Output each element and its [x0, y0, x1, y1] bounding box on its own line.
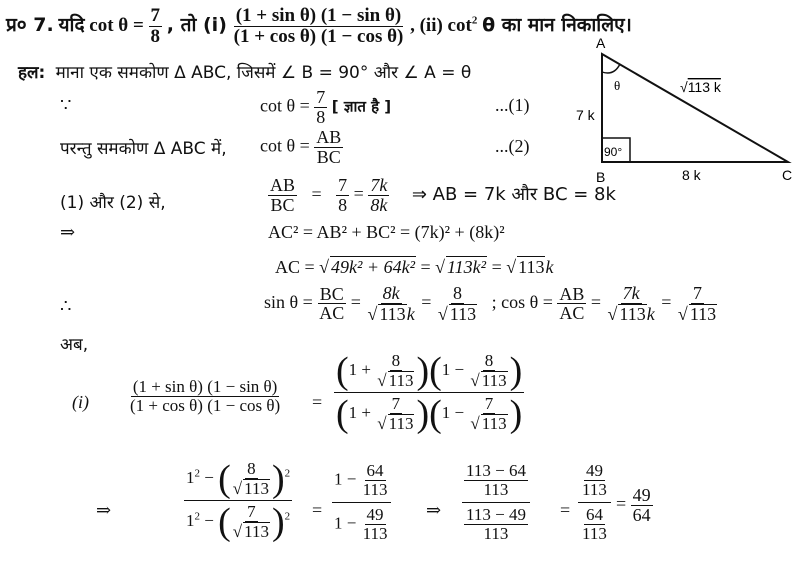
- sqrt-113: 113: [481, 371, 507, 390]
- cos-lhs: ; cos θ =: [491, 292, 553, 313]
- tag-2: ...(2): [495, 136, 530, 156]
- question-fraction-7-8: [149, 6, 163, 47]
- minus: −: [204, 510, 214, 530]
- line3-text: (1) और (2) से,: [60, 193, 166, 213]
- line1-frac: [314, 88, 327, 127]
- line3-frac-ab-bc: [268, 176, 297, 215]
- implies-symbol: ⇒: [60, 222, 76, 242]
- sin-frac-8k: [365, 284, 416, 324]
- equals: =: [661, 292, 672, 313]
- sqrt-113: 113: [244, 522, 269, 541]
- frac-num: AB: [316, 127, 342, 147]
- part-i-rhs-fraction: (1 + 8 √ 113 )(1 − 8 √ 113 ) (1 + 7 √ 113 )(1 − 7 √ 113 ): [334, 352, 524, 433]
- minus: −: [346, 512, 357, 532]
- cos-frac-ab-ac: [557, 285, 586, 324]
- one: 1: [186, 510, 195, 530]
- one: 1: [186, 467, 195, 487]
- frac-num: 8: [452, 283, 462, 303]
- expr-num: (1 + sin θ) (1 − sin θ): [235, 5, 402, 26]
- line3-rest: ⇒ AB = 7k और BC = 8k: [411, 183, 616, 205]
- big-frac: [578, 462, 611, 542]
- line1-note: [ ज्ञात है ]: [331, 97, 392, 116]
- sqrt-113: 113: [388, 414, 414, 433]
- k-var: k: [406, 303, 415, 324]
- ab-text: अब,: [60, 335, 89, 355]
- sqrt-symbol: [506, 257, 516, 277]
- because-symbol: ∵: [60, 95, 72, 115]
- frac-den: (1 + cos θ) (1 − cos θ): [130, 395, 281, 415]
- side-bc-label: 8 k: [682, 167, 701, 183]
- one-minus: 1 −: [441, 402, 465, 422]
- part-i-fraction: [128, 378, 282, 415]
- expr-den: (1 + cos θ) (1 − cos θ): [233, 25, 404, 47]
- frac-num: 8k: [382, 283, 400, 303]
- sqrt-113: 113: [518, 257, 545, 277]
- sqrt-113: 113: [689, 303, 717, 324]
- line2: [260, 128, 343, 167]
- frac-num: AB: [559, 283, 585, 304]
- frac-num: 7k: [370, 175, 388, 195]
- solution-intro: [18, 60, 471, 83]
- hypotenuse-label: √113 k: [680, 79, 721, 95]
- line1: [260, 88, 391, 127]
- frac-num: 7: [693, 283, 703, 303]
- frac-num: 49: [366, 504, 384, 524]
- big-frac: [462, 462, 530, 542]
- frac-num: (1 + sin θ) (1 − sin θ): [132, 377, 278, 396]
- equals: =: [353, 183, 364, 204]
- frac-den: 113: [483, 523, 509, 543]
- frac-num: 7: [316, 87, 326, 107]
- line3: [268, 176, 616, 215]
- one: 1: [334, 512, 343, 532]
- question-part-ii: , (ii) cot: [410, 14, 472, 36]
- implies-symbol-2: ⇒: [96, 500, 112, 520]
- square-sup: 2: [471, 14, 478, 27]
- minus: −: [346, 469, 357, 489]
- one-plus: 1 +: [348, 359, 371, 379]
- vertex-a-label: A: [596, 36, 606, 51]
- question-cot: cot θ =: [89, 14, 144, 36]
- equals: =: [616, 493, 627, 514]
- frac-den: 113: [582, 523, 607, 543]
- equals: =: [590, 292, 602, 313]
- sqrt-symbol: [435, 257, 445, 277]
- sqrt-113: 113: [379, 303, 406, 324]
- equals: =: [312, 500, 323, 520]
- step-64-49: [332, 462, 391, 542]
- equals: =: [491, 257, 502, 277]
- question-expression: [232, 6, 406, 47]
- frac-den: BC: [316, 146, 341, 167]
- frac-den: BC: [270, 194, 295, 215]
- frac-num: 49: [585, 461, 603, 480]
- sin-cos-line: [264, 284, 719, 324]
- intro-text: माना एक समकोण Δ ABC, जिसमें ∠ B = 90° और ∠ A = θ: [55, 63, 472, 83]
- one-minus: 1 −: [441, 359, 465, 379]
- frac-num: 64: [366, 461, 384, 480]
- hypotenuse-value: 113 k: [687, 79, 721, 95]
- frac-den: 113: [362, 523, 388, 543]
- last-lhs: [184, 460, 292, 541]
- final-answer: [616, 486, 653, 525]
- frac-num: 7: [391, 394, 401, 414]
- sqrt-113: 113: [388, 371, 414, 390]
- frac-num: 7: [338, 175, 348, 195]
- sqrt-113: 113: [244, 479, 269, 498]
- step-49-64: [578, 462, 611, 542]
- frac-num: 8: [391, 351, 401, 371]
- sqrt-113: 113: [619, 303, 646, 324]
- equals: =: [350, 292, 361, 313]
- last-lhs-fraction: $1^2$ − ( 8 √ 113 )$^2$ $1^2$ − ( 7 √ 113 )$^2$: [184, 460, 292, 541]
- therefore-symbol: ∴: [60, 296, 72, 316]
- final-fraction: [631, 486, 653, 525]
- frac-num: 7: [150, 5, 161, 26]
- angle-arc: [602, 64, 620, 73]
- sqrt-symbol: [319, 257, 329, 277]
- equals: =: [420, 257, 431, 277]
- minus: −: [204, 467, 214, 487]
- line2-lhs: cot θ =: [260, 135, 310, 156]
- theta-label: θ: [614, 78, 621, 93]
- vertex-c-label: C: [782, 167, 793, 183]
- question-if: यदि: [58, 13, 85, 36]
- sqrt-113: 113: [449, 303, 477, 324]
- frac-num: 49: [632, 485, 651, 505]
- implies-symbol-3: ⇒: [426, 500, 442, 520]
- frac-den: 8: [338, 194, 348, 215]
- frac-num: AB: [270, 175, 296, 195]
- tag-1: ...(1): [495, 95, 530, 115]
- solution-label: हल:: [18, 63, 46, 83]
- equals: =: [560, 500, 571, 520]
- frac-den: 8: [316, 106, 326, 127]
- frac-den: 113: [582, 479, 607, 499]
- sqrt-113k2: 113k²: [447, 257, 487, 277]
- one-plus: 1 +: [348, 402, 371, 422]
- line2-frac: [314, 128, 343, 167]
- frac-num: 8: [484, 351, 494, 371]
- sin-frac-8: [436, 284, 479, 324]
- frac-den: 113: [483, 479, 509, 499]
- question-line: [6, 6, 632, 47]
- k-var: k: [545, 257, 554, 277]
- frac-den: AC: [319, 303, 345, 324]
- side-ab-label: 7 k: [576, 107, 595, 123]
- k-var: k: [646, 303, 655, 324]
- big-frac: [332, 462, 391, 542]
- part-i-rhs: [334, 352, 524, 433]
- sqrt-49k-64k: 49k² + 64k²: [331, 257, 415, 277]
- cos-frac-7: [676, 284, 719, 324]
- frac-num: 113 − 49: [466, 504, 526, 524]
- step-113-sub: [462, 462, 530, 542]
- frac-den: 8: [150, 25, 161, 47]
- frac-den: 113: [362, 479, 388, 499]
- frac-num: BC: [319, 283, 344, 304]
- sin-lhs: sin θ =: [264, 292, 313, 313]
- part-i-lhs: [128, 378, 282, 415]
- frac-num: 64: [585, 504, 603, 524]
- equals: =: [421, 292, 432, 313]
- frac-num: 7: [247, 502, 256, 522]
- one: 1: [334, 469, 343, 489]
- line1-lhs: cot θ =: [260, 95, 310, 116]
- line3-frac-7k-8k: [368, 176, 389, 215]
- frac-num: 7: [484, 394, 494, 414]
- sqrt-113: 113: [481, 414, 507, 433]
- frac-num: 7k: [622, 283, 640, 303]
- line3-frac-7-8: [336, 176, 349, 215]
- line5: [275, 256, 553, 278]
- question-tail: θ का मान निकालिए।: [482, 13, 632, 36]
- frac-num: 8: [247, 459, 256, 479]
- frac-den: 64: [632, 504, 651, 525]
- cos-frac-7k: [606, 284, 657, 324]
- part-i-label: (i): [72, 392, 89, 412]
- line5-lhs: AC =: [275, 257, 315, 277]
- vertex-b-label: B: [596, 169, 606, 185]
- right-angle-label: 90°: [604, 145, 623, 159]
- equals: =: [311, 183, 322, 204]
- equals: =: [312, 392, 323, 412]
- frac-num: 113 − 64: [466, 461, 526, 480]
- frac-den: AC: [559, 303, 585, 324]
- question-number: प्र० 7.: [6, 13, 54, 36]
- frac-den: 8k: [370, 194, 388, 215]
- line4: AC² = AB² + BC² = (7k)² + (8k)²: [268, 222, 505, 242]
- line2-text: परन्तु समकोण Δ ABC में,: [60, 139, 227, 159]
- question-then: , तो (i): [166, 13, 227, 36]
- sin-frac-bc-ac: [317, 285, 346, 324]
- triangle-diagram: [576, 36, 796, 186]
